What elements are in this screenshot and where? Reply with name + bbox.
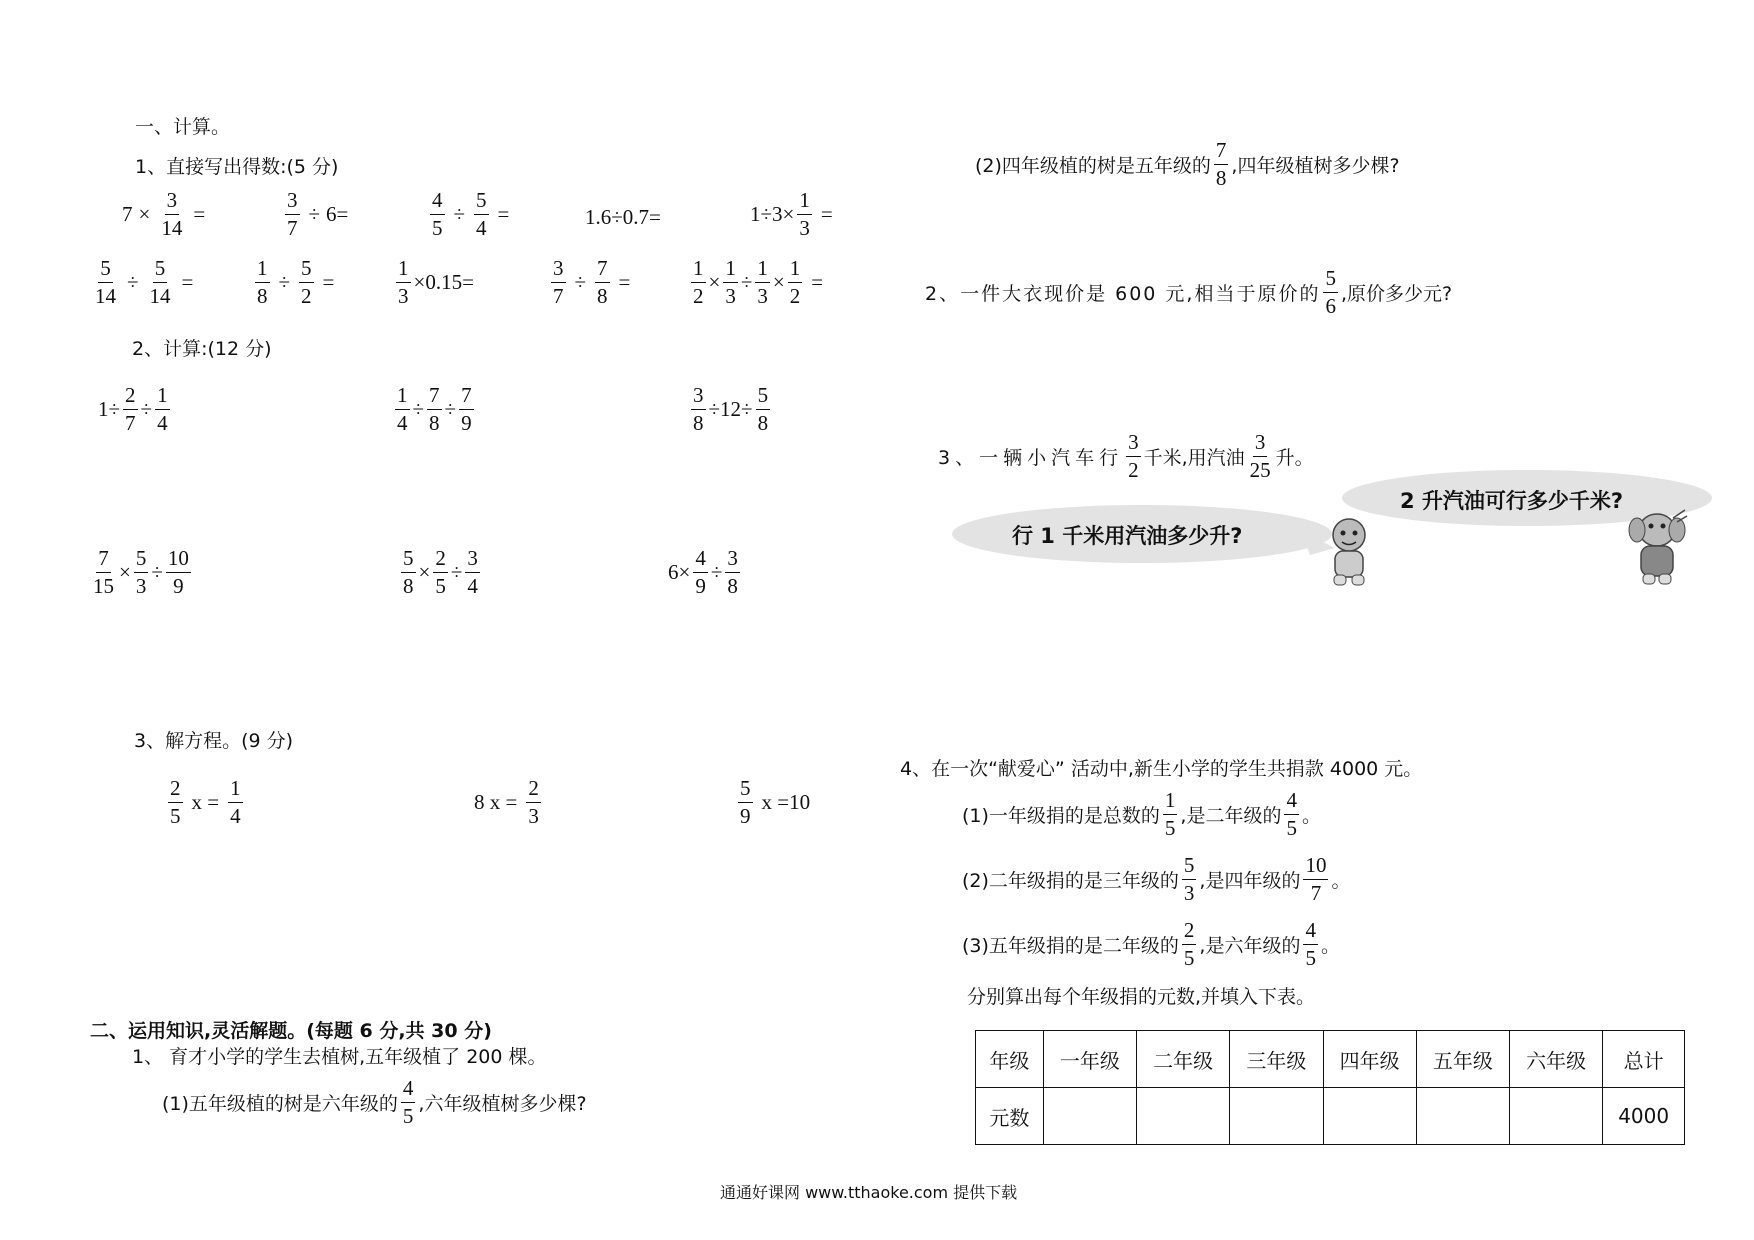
q2-title: 2、计算:(12 分) bbox=[132, 338, 272, 360]
q1-2: (2)四年级植的树是五年级的 $\frac{7}{8}$ ,四年级植树多少棵? bbox=[975, 138, 1400, 190]
q1-item-4: 1.6÷0.7= bbox=[585, 205, 661, 229]
q4-title: 4、在一次“献爱心” 活动中,新生小学的学生共捐款 4000 元。 bbox=[900, 758, 1423, 780]
q1-item-3: $\frac{4}{5}$ ÷ $\frac{5}{4}$ = bbox=[432, 188, 510, 240]
s2-q1-1: (1)五年级植的树是六年级的 $\frac{4}{5}$ ,六年级植树多少棵? bbox=[162, 1076, 587, 1128]
table-cell bbox=[1323, 1088, 1416, 1145]
q1-item-6: $\frac{5}{14}$ ÷ $\frac{5}{14}$ = bbox=[95, 256, 194, 308]
q1-item-5: 1÷3× $\frac{1}{3}$ = bbox=[750, 188, 833, 240]
table-cell: 六年级 bbox=[1510, 1031, 1603, 1088]
q3-item-2: 8 x = $\frac{2}{3}$ bbox=[474, 776, 539, 828]
grade-donation-table bbox=[975, 1030, 1685, 1145]
q2-item-1: 1÷ $\frac{2}{7}$ ÷ $\frac{1}{4}$ bbox=[98, 383, 168, 435]
table-cell bbox=[1043, 1088, 1136, 1145]
q2-item-5: $\frac{5}{8}$ × $\frac{2}{5}$ ÷ $\frac{3}{4}$ bbox=[403, 546, 478, 598]
q1-item-7: $\frac{1}{8}$ ÷ $\frac{5}{2}$ = bbox=[257, 256, 335, 308]
q4-instruction: 分别算出每个年级捐的元数,并填入下表。 bbox=[967, 986, 1316, 1008]
table-cell: 4000 bbox=[1603, 1088, 1685, 1145]
table-cell bbox=[1510, 1088, 1603, 1145]
q4-3: (3)五年级捐的是二年级的 $\frac{2}{5}$ ,是六年级的 $\frac{4}{5}$ 。 bbox=[962, 918, 1340, 970]
section2-title: 二、运用知识,灵活解题。(每题 6 分,共 30 分) bbox=[90, 1020, 492, 1042]
q4-2: (2)二年级捐的是三年级的 $\frac{5}{3}$ ,是四年级的 $\frac{10}{7}$ 。 bbox=[962, 853, 1351, 905]
table-cell bbox=[1230, 1088, 1323, 1145]
table-cell: 二年级 bbox=[1136, 1031, 1229, 1088]
q1-item-2: $\frac{3}{7}$ ÷ 6 = bbox=[287, 188, 349, 240]
table-header-row bbox=[976, 1031, 1685, 1088]
q3-title: 3、解方程。(9 分) bbox=[134, 730, 294, 752]
footer-text: 通通好课网 www.tthaoke.com 提供下载 bbox=[720, 1183, 1018, 1202]
table-cell: 总计 bbox=[1603, 1031, 1685, 1088]
table-cell: 三年级 bbox=[1230, 1031, 1323, 1088]
q2: 2、一件大衣现价是 600 元,相当于原价的 $\frac{5}{6}$ ,原价多少元? bbox=[925, 266, 1453, 318]
tiger-mascot-icon bbox=[1320, 515, 1378, 587]
table-cell: 五年级 bbox=[1416, 1031, 1509, 1088]
table-cell bbox=[1136, 1088, 1229, 1145]
q1-item-1: 7 × $\frac{3}{14}$ = bbox=[122, 188, 206, 240]
q3-item-3: $\frac{5}{9}$ x =10 bbox=[740, 776, 811, 828]
table-cell: 元数 bbox=[976, 1088, 1044, 1145]
bubble-left-text: 行 1 千米用汽油多少升? bbox=[1012, 524, 1243, 548]
q3: 3、一辆小汽车行 $\frac{3}{2}$ 千米,用汽油 $\frac{3}{25}$ 升。 bbox=[938, 430, 1314, 482]
q1-item-9: $\frac{3}{7}$ ÷ $\frac{7}{8}$ = bbox=[553, 256, 631, 308]
q1-title: 1、直接写出得数:(5 分) bbox=[135, 156, 339, 178]
s2-q1: 1、 育才小学的学生去植树,五年级植了 200 棵。 bbox=[132, 1046, 547, 1068]
q2-item-2: $\frac{1}{4}$ ÷ $\frac{7}{8}$ ÷ $\frac{7}{9}$ bbox=[397, 383, 472, 435]
table-cell bbox=[1416, 1088, 1509, 1145]
table-row bbox=[976, 1088, 1685, 1145]
section1-title: 一、计算。 bbox=[135, 116, 231, 138]
bubble-right-text: 2 升汽油可行多少千米? bbox=[1400, 489, 1624, 513]
table-cell: 四年级 bbox=[1323, 1031, 1416, 1088]
elephant-mascot-icon bbox=[1625, 508, 1689, 586]
q4-1: (1)一年级捐的是总数的 $\frac{1}{5}$ ,是二年级的 $\frac{4}{5}$ 。 bbox=[962, 788, 1321, 840]
q2-item-6: 6× $\frac{4}{9}$ ÷ $\frac{3}{8}$ bbox=[668, 546, 738, 598]
q1-item-10: $\frac{1}{2}$ × $\frac{1}{3}$ ÷ $\frac{1}{3}$ × $\frac{1}{2}$ = bbox=[693, 256, 824, 308]
q3-item-1: $\frac{2}{5}$ x = $\frac{1}{4}$ bbox=[170, 776, 241, 828]
q2-item-3: $\frac{3}{8}$ ÷12÷ $\frac{5}{8}$ bbox=[693, 383, 769, 435]
q1-item-8: $\frac{1}{3}$ ×0.15= bbox=[398, 256, 474, 308]
q2-item-4: $\frac{7}{15}$ × $\frac{5}{3}$ ÷ $\frac{10}{9}$ bbox=[93, 546, 189, 598]
table-cell: 年级 bbox=[976, 1031, 1044, 1088]
table-cell: 一年级 bbox=[1043, 1031, 1136, 1088]
